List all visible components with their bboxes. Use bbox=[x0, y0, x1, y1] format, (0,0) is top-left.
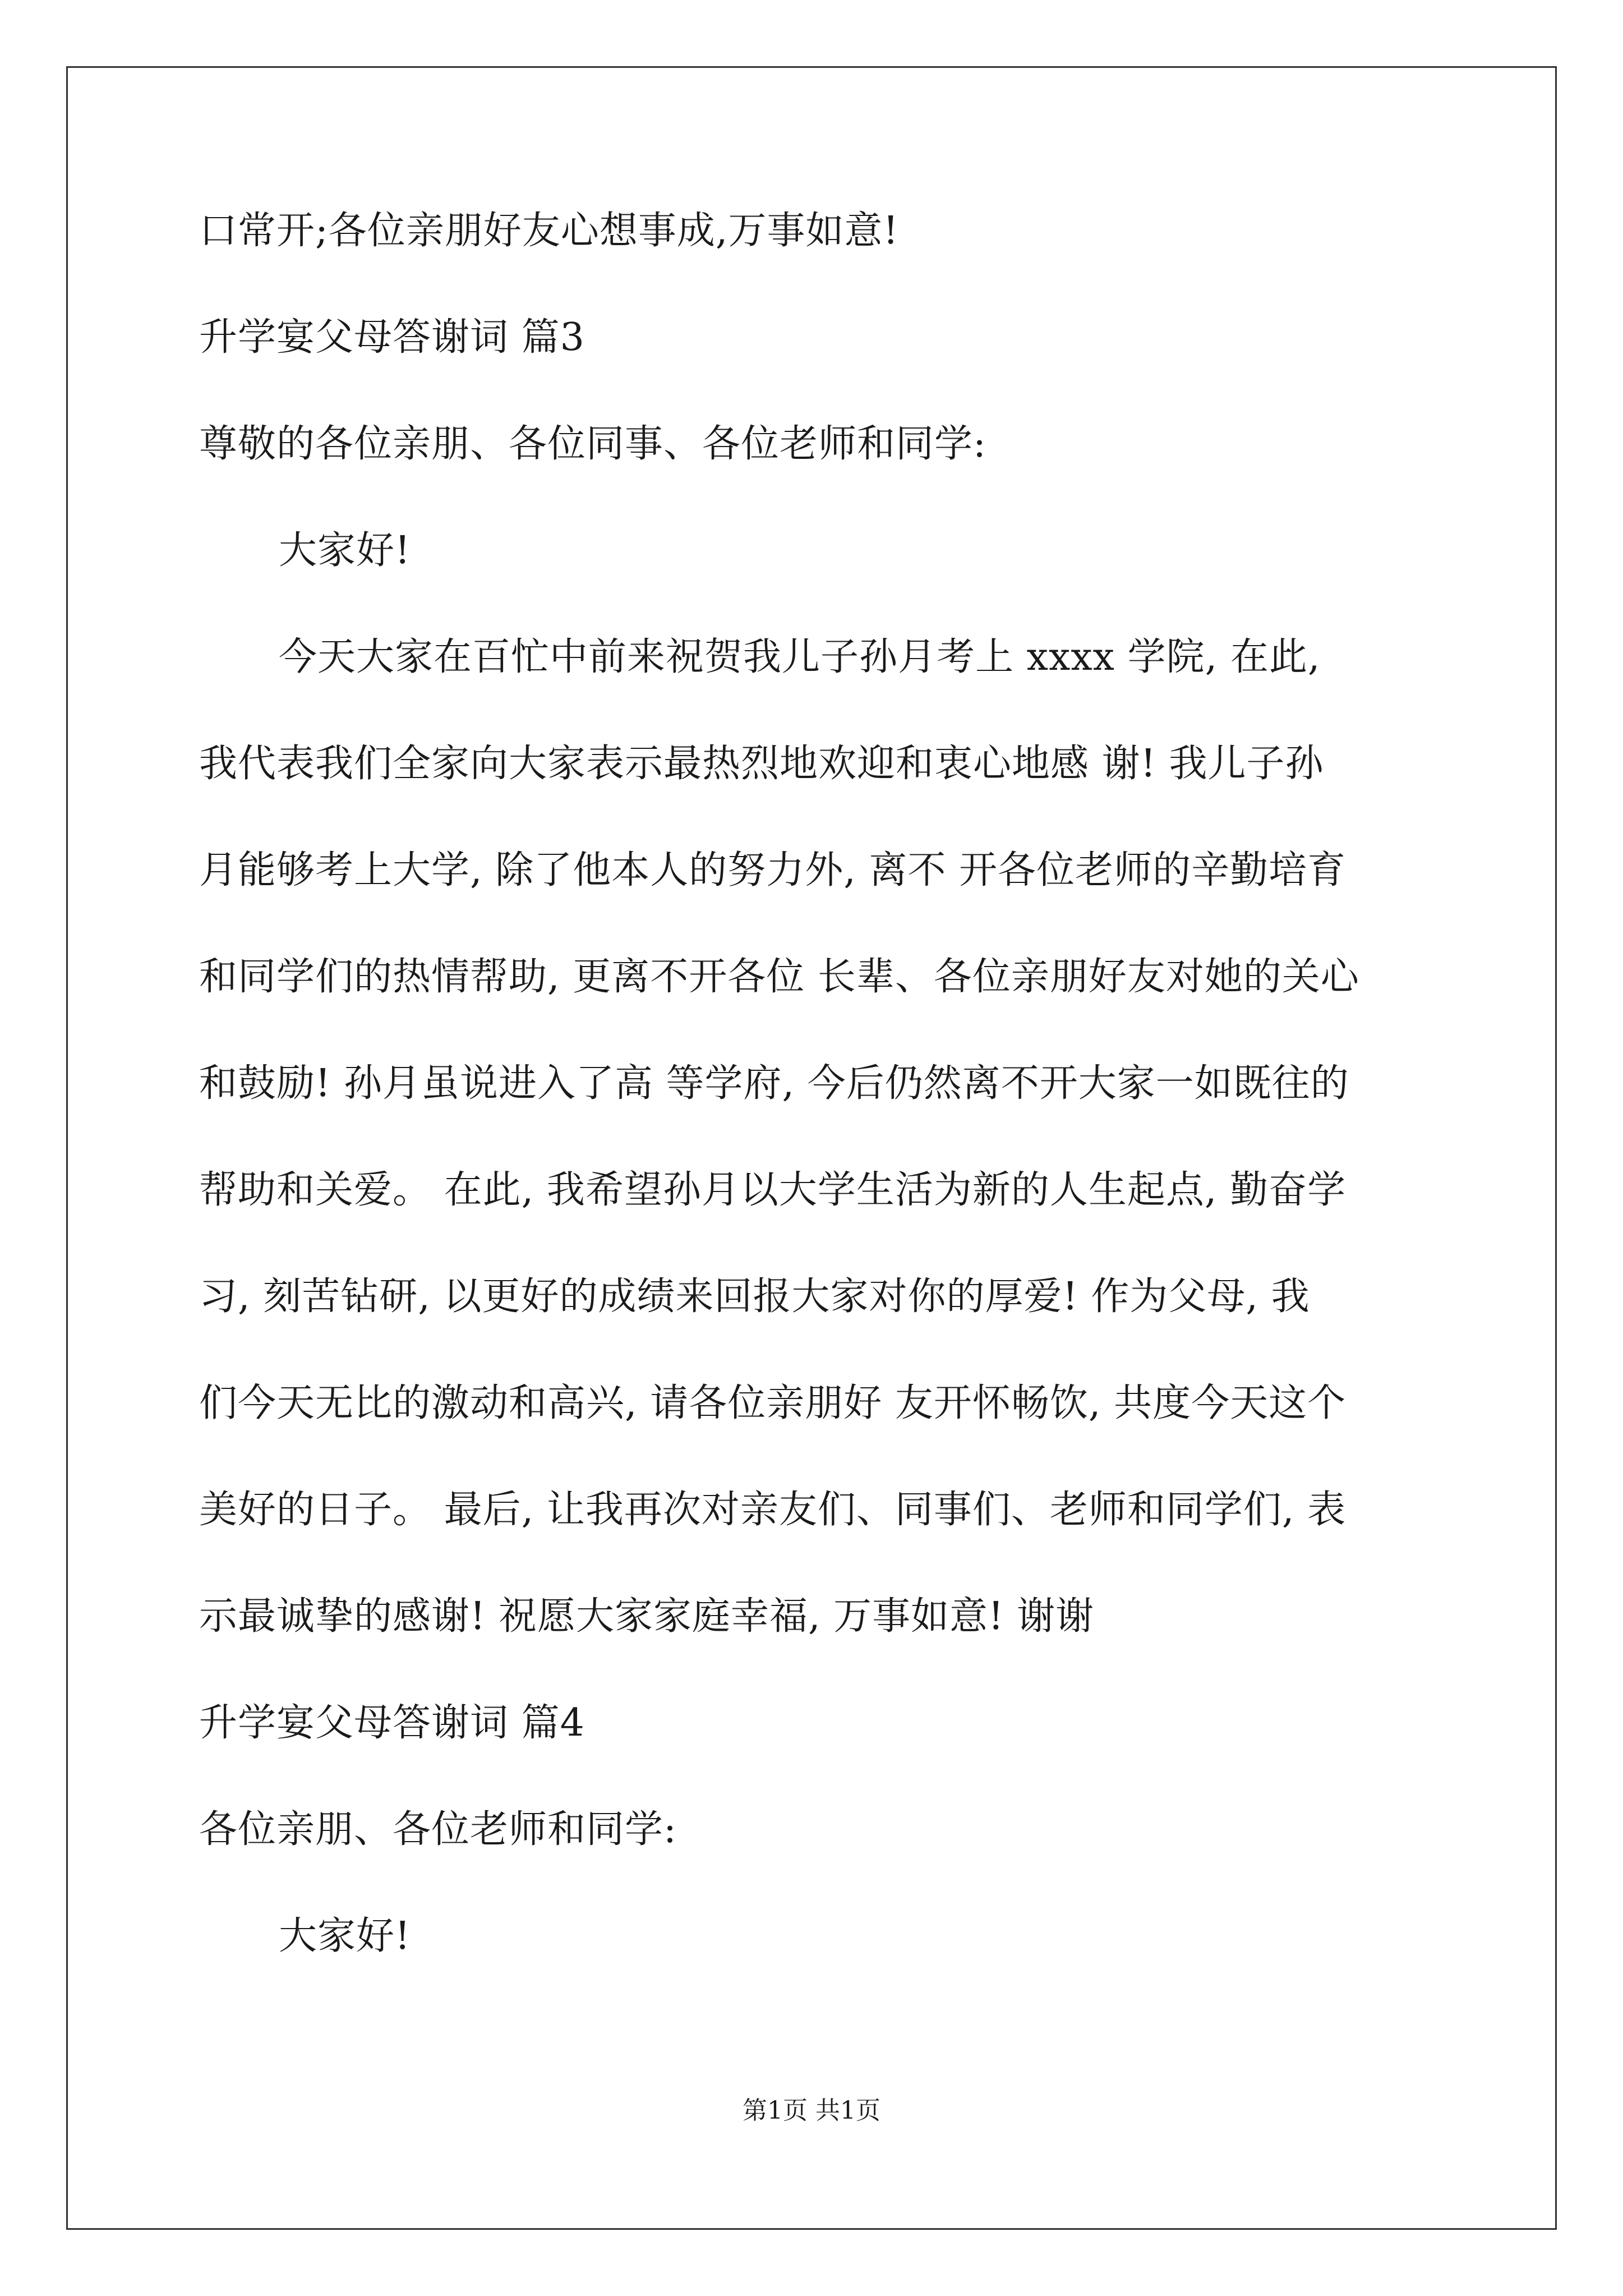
paragraph-line: 示最诚挚的感谢! 祝愿大家家庭幸福, 万事如意! 谢谢 bbox=[199, 1594, 1095, 1639]
paragraph-line: 今天大家在百忙中前来祝贺我儿子孙月考上 xxxx 学院, 在此, bbox=[279, 635, 1321, 679]
page-number-footer: 第1页 共1页 bbox=[743, 2096, 880, 2125]
section-heading: 升学宴父母答谢词 篇3 bbox=[199, 315, 585, 360]
paragraph-line: 我代表我们全家向大家表示最热烈地欢迎和衷心地感 谢! 我儿子孙 bbox=[199, 742, 1324, 786]
paragraph-line: 们今天无比的激动和高兴, 请各位亲朋好 友开怀畅饮, 共度今天这个 bbox=[199, 1381, 1347, 1425]
salutation: 尊敬的各位亲朋、各位同事、各位老师和同学: bbox=[199, 422, 986, 466]
greeting: 大家好! bbox=[279, 528, 411, 573]
paragraph-line: 月能够考上大学, 除了他本人的努力外, 离不 开各位老师的辛勤培育 bbox=[199, 848, 1347, 892]
salutation: 各位亲朋、各位老师和同学: bbox=[199, 1807, 677, 1852]
paragraph-line: 和鼓励! 孙月虽说进入了高 等学府, 今后仍然离不开大家一如既往的 bbox=[199, 1061, 1349, 1106]
paragraph-line: 和同学们的热情帮助, 更离不开各位 长辈、各位亲朋好友对她的关心 bbox=[199, 955, 1359, 999]
page-border bbox=[66, 66, 1557, 2230]
paragraph-line: 习, 刻苦钻研, 以更好的成绩来回报大家对你的厚爱! 作为父母, 我 bbox=[199, 1274, 1310, 1319]
paragraph-line: 美好的日子。 最后, 让我再次对亲友们、同事们、老师和同学们, 表 bbox=[199, 1488, 1347, 1532]
text-line: 口常开;各位亲朋好友心想事成,万事如意! bbox=[199, 209, 899, 253]
greeting: 大家好! bbox=[279, 1914, 411, 1958]
section-heading: 升学宴父母答谢词 篇4 bbox=[199, 1701, 585, 1745]
paragraph-line: 帮助和关爱。 在此, 我希望孙月以大学生活为新的人生起点, 勤奋学 bbox=[199, 1168, 1347, 1212]
